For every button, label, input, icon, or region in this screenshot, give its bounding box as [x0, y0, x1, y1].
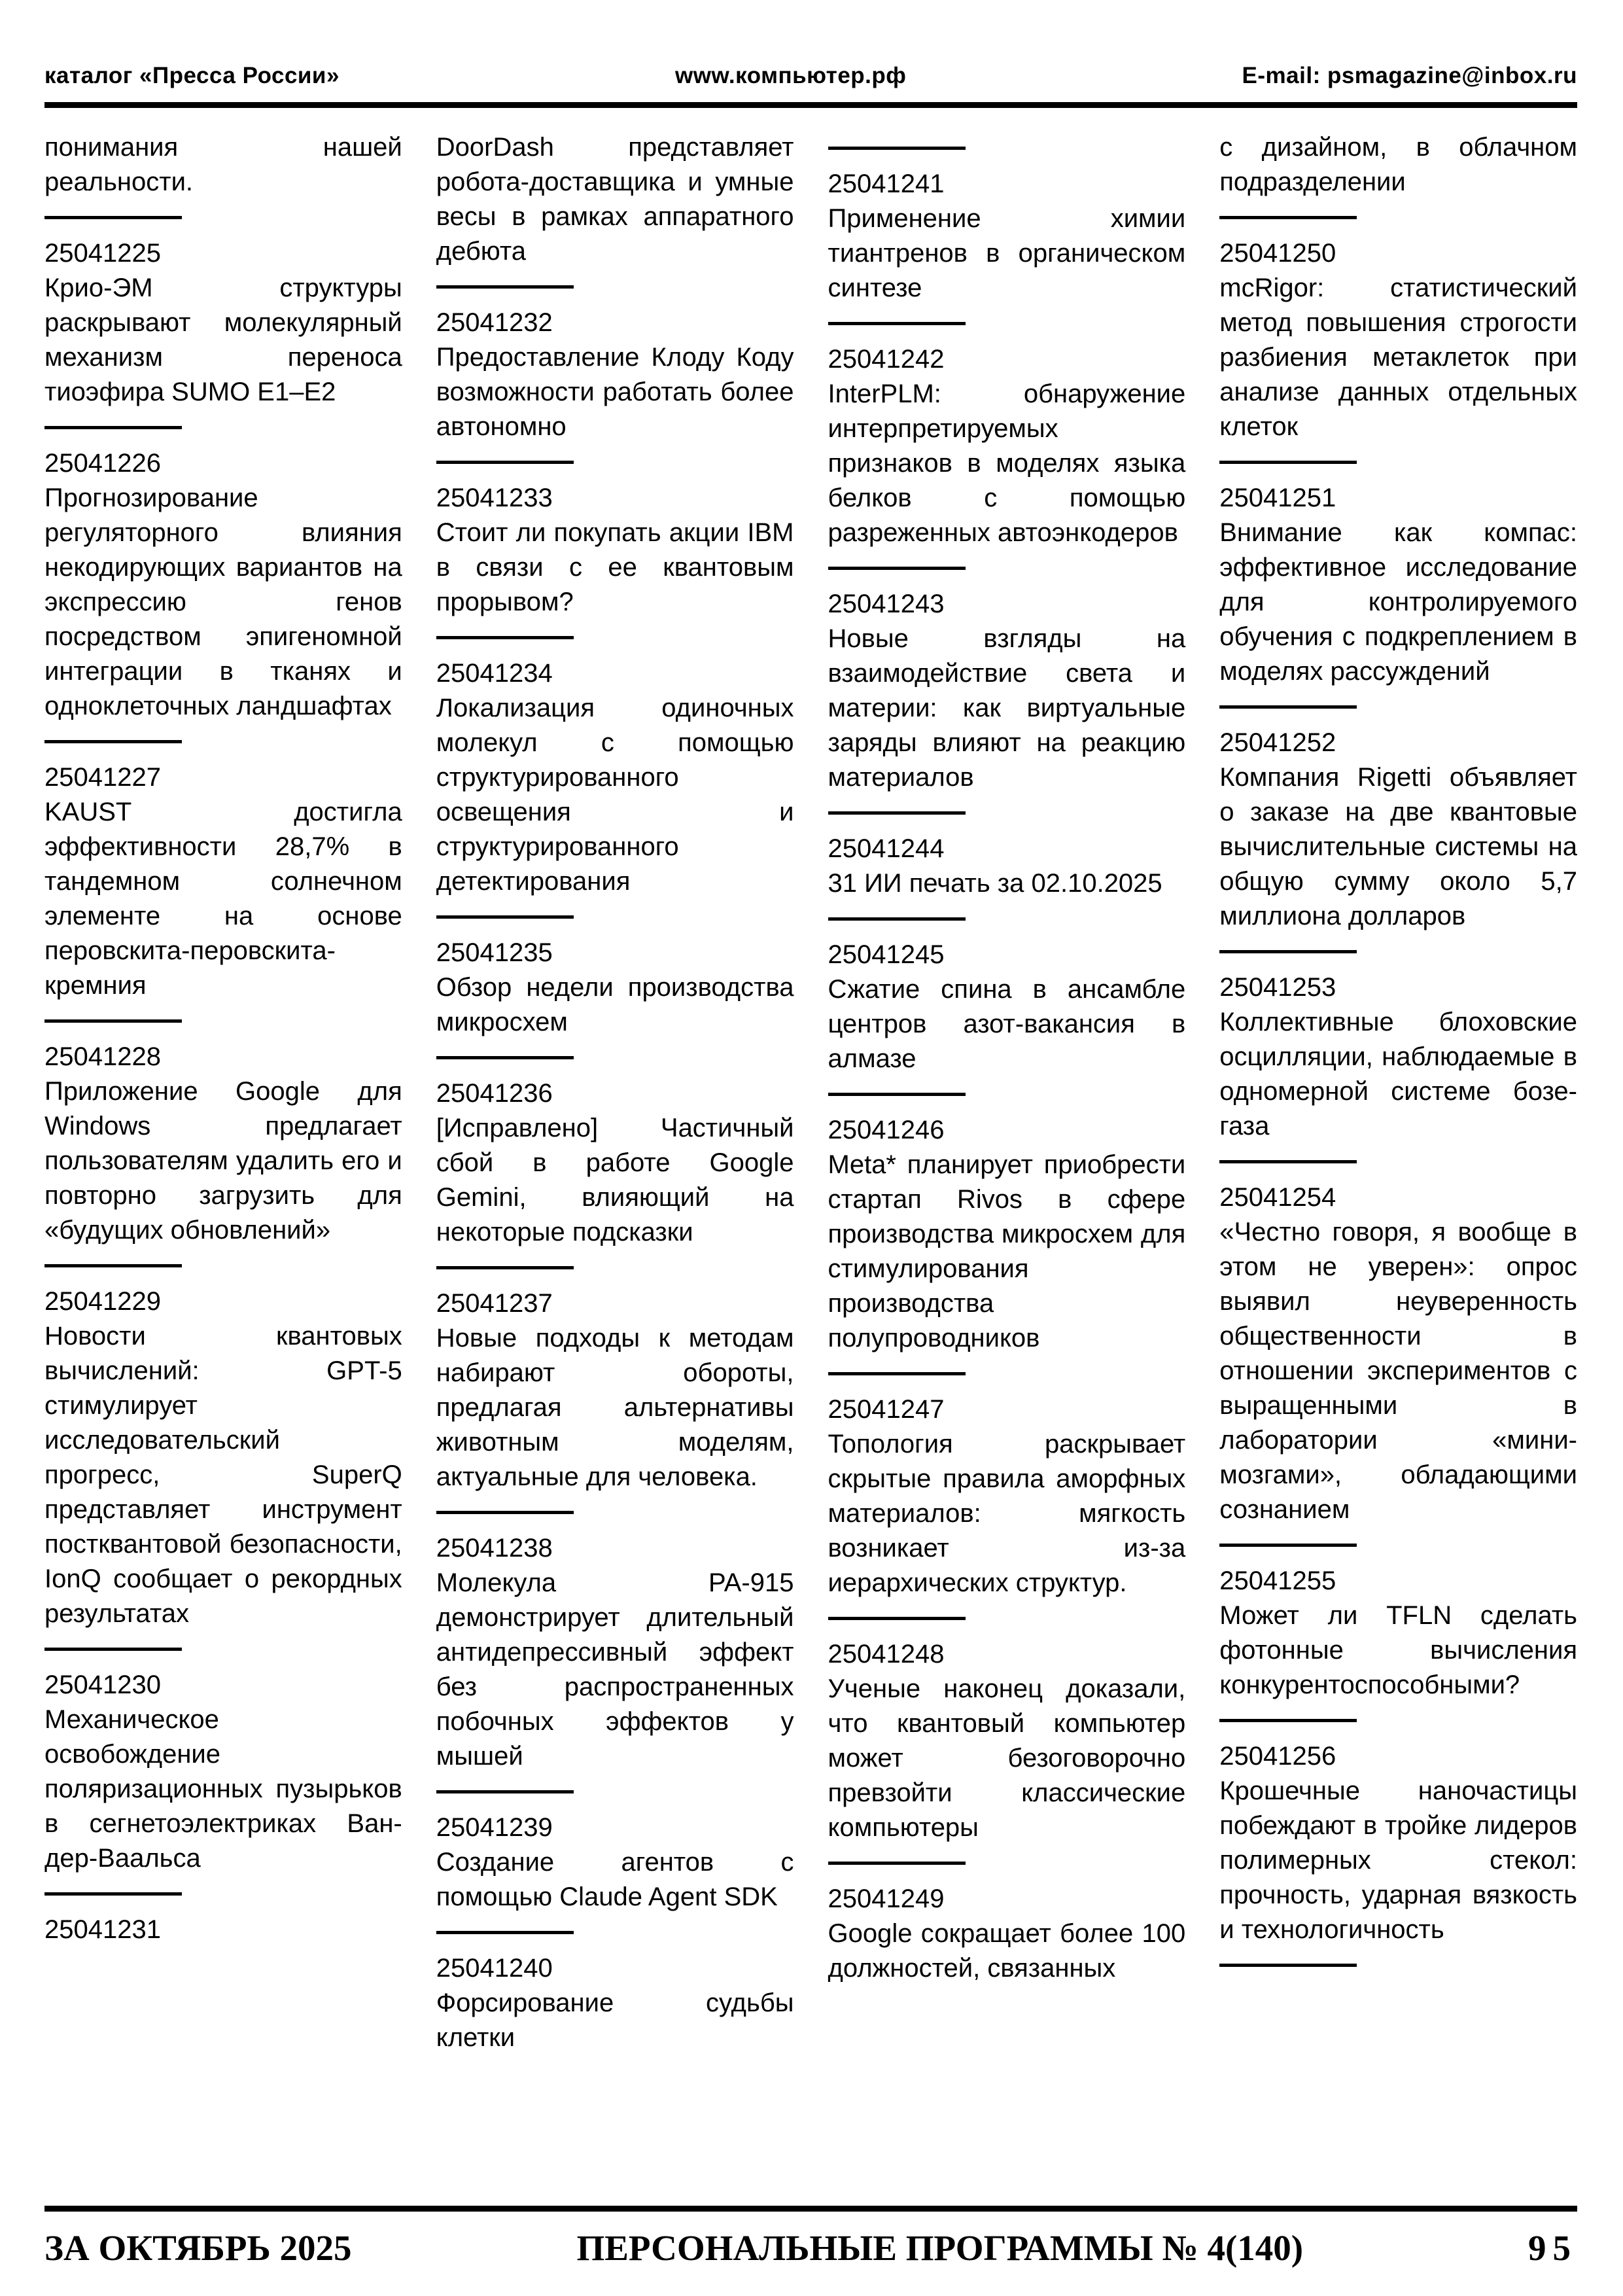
catalog-entry	[828, 938, 1186, 1076]
separator-rule	[828, 1617, 966, 1620]
catalog-entry	[44, 446, 402, 724]
entry-title: Молекула PA-915 демонстрирует длительный антидепрессивный эффект без распространенных побочных эффектов у мышей	[436, 1568, 794, 1771]
entry-number: 25041238	[436, 1534, 553, 1563]
separator-rule	[44, 216, 182, 219]
entry-title: Применение химии тиантренов в органическом синтезе	[828, 204, 1186, 302]
catalog-entry	[828, 1113, 1186, 1356]
separator-rule	[44, 740, 182, 743]
separator-rule	[436, 915, 574, 919]
entry-title: Прогнозирование регуляторного влияния некодирующих вариантов на экспрессию генов посредством эпигеномной интеграции в тканях и одноклеточных ландшафтах	[44, 484, 402, 720]
entry-number: 25041256	[1219, 1742, 1336, 1771]
entry-number: 25041244	[828, 834, 945, 863]
catalog-entry	[828, 167, 1186, 306]
entry-title: Крио-ЭМ структуры раскрывают молекулярный механизм переноса тиоэфира SUMO E1–E2	[44, 274, 402, 406]
page-header	[44, 63, 1577, 102]
entry-title: Может ли TFLN сделать фотонные вычисления конкурентоспособными?	[1219, 1601, 1577, 1699]
separator-rule	[436, 461, 574, 464]
separator-rule	[828, 1372, 966, 1375]
entry-title: Meta* планирует приобрести стартап Rivos в сфере производства микросхем для стимулирования производства полупроводников	[828, 1150, 1186, 1352]
separator-rule	[436, 1790, 574, 1793]
entry-number: 25041254	[1219, 1183, 1336, 1212]
entry-number: 25041251	[1219, 484, 1336, 512]
catalog-entry	[1219, 236, 1577, 444]
catalog-entry	[1219, 1739, 1577, 1947]
catalog-entry	[828, 1637, 1186, 1845]
column-2	[436, 130, 794, 2206]
separator-rule	[1219, 461, 1357, 464]
column-3	[828, 130, 1186, 2206]
entry-number: 25041245	[828, 940, 945, 969]
entry-text-continuation: с дизайном, в облачном подразделении	[1219, 133, 1577, 196]
entry-title: Новые подходы к методам набирают обороты, предлагая альтернативы животным моделям, актуальные для человека.	[436, 1324, 794, 1491]
entry-number: 25041233	[436, 484, 553, 512]
catalog-entry	[436, 1810, 794, 1915]
separator-rule	[44, 1019, 182, 1023]
separator-rule	[1219, 216, 1357, 219]
separator-rule	[44, 426, 182, 429]
catalog-entry	[436, 656, 794, 899]
catalog-entry	[436, 481, 794, 620]
entry-title: Стоит ли покупать акции IBM в связи с ее квантовым прорывом?	[436, 518, 794, 616]
catalog-entry	[828, 342, 1186, 550]
entry-text-continuation: DoorDash представляет робота-доставщика и умные весы в рамках аппаратного дебюта	[436, 133, 794, 266]
separator-rule	[828, 1093, 966, 1096]
entry-number: 25041228	[44, 1042, 161, 1071]
separator-rule	[1219, 1160, 1357, 1163]
entry-title: KAUST достигла эффективности 28,7% в тандемном солнечном элементе на основе перовскита-перовскита-кремния	[44, 798, 402, 1000]
entry-title: Механическое освобождение поляризационных пузырьков в сегнетоэлектриках Ван-дер-Ваальса	[44, 1705, 402, 1873]
catalog-entry	[436, 1531, 794, 1774]
entry-number: 25041255	[1219, 1566, 1336, 1595]
catalog-entry	[44, 1284, 402, 1631]
catalog-columns	[44, 108, 1577, 2206]
entry-title: Приложение Google для Windows предлагает пользователям удалить его и повторно загрузить для «будущих обновлений»	[44, 1077, 402, 1245]
entry-number: 25041229	[44, 1287, 161, 1316]
separator-rule	[828, 567, 966, 570]
entry-title: Новости квантовых вычислений: GPT-5 стимулирует исследовательский прогресс, SuperQ представляет инструмент постквантовой безопасности, IonQ сообщает о рекордных результатах	[44, 1322, 402, 1628]
separator-rule	[1219, 1719, 1357, 1722]
entry-title: Ученые наконец доказали, что квантовый компьютер может безоговорочно превзойти классические компьютеры	[828, 1674, 1186, 1842]
separator-rule	[436, 636, 574, 639]
entry-number: 25041247	[828, 1395, 945, 1424]
entry-number: 25041240	[436, 1954, 553, 1983]
catalog-entry	[44, 1040, 402, 1248]
catalog-entry	[436, 1951, 794, 2055]
entry-title: Локализация одиночных молекул с помощью структурированного освещения и структурированного детектирования	[436, 694, 794, 896]
entry-title: Коллективные блоховские осцилляции, наблюдаемые в одномерной системе бозе-газа	[1219, 1008, 1577, 1140]
separator-rule	[1219, 1544, 1357, 1547]
entry-number: 25041226	[44, 449, 161, 478]
entry-title: 31 ИИ печать за 02.10.2025	[828, 869, 1162, 898]
entry-number: 25041236	[436, 1079, 553, 1108]
separator-rule	[436, 1056, 574, 1059]
separator-rule	[828, 147, 966, 150]
catalog-entry	[44, 236, 402, 410]
entry-title: mcRigor: статистический метод повышения строгости разбиения метаклеток при анализе данных отдельных клеток	[1219, 274, 1577, 441]
page-footer	[44, 2212, 1577, 2269]
catalog-entry	[436, 1286, 794, 1494]
entry-number: 25041230	[44, 1670, 161, 1699]
separator-rule	[1219, 1964, 1357, 1967]
catalog-entry	[1219, 1564, 1577, 1703]
entry-number: 25041227	[44, 763, 161, 792]
header-website: www.компьютер.рф	[675, 63, 907, 88]
footer-issue-period: ЗА ОКТЯБРЬ 2025	[44, 2228, 352, 2268]
separator-rule	[1219, 705, 1357, 709]
separator-rule	[1219, 950, 1357, 953]
column-4	[1219, 130, 1577, 2206]
entry-title: «Честно говоря, я вообще в этом не уверен»: опрос выявил неуверенность общественности в отношении экспериментов с выращенными в лаборатории «мини-мозгами», обладающими сознанием	[1219, 1218, 1577, 1524]
catalog-entry	[828, 1392, 1186, 1600]
catalog-entry	[828, 832, 1186, 901]
entry-number: 25041235	[436, 938, 553, 967]
footer-rule	[44, 2206, 1577, 2212]
entry-number: 25041248	[828, 1640, 945, 1669]
separator-rule	[44, 1264, 182, 1267]
entry-number: 25041234	[436, 659, 553, 688]
entry-number: 25041239	[436, 1813, 553, 1842]
separator-rule	[828, 811, 966, 815]
separator-rule	[828, 917, 966, 921]
catalog-entry	[828, 1882, 1186, 1986]
catalog-entry	[828, 587, 1186, 795]
entry-number: 25041252	[1219, 728, 1336, 757]
separator-rule	[828, 322, 966, 325]
entry-number: 25041242	[828, 345, 945, 374]
entry-number: 25041249	[828, 1884, 945, 1913]
entry-number: 25041243	[828, 590, 945, 618]
separator-rule	[436, 1266, 574, 1269]
entry-title: Создание агентов с помощью Claude Agent SDK	[436, 1848, 794, 1911]
entry-title: Топология раскрывает скрытые правила аморфных материалов: мягкость возникает из-за иерархических структур.	[828, 1430, 1186, 1597]
separator-rule	[44, 1892, 182, 1896]
entry-number: 25041253	[1219, 973, 1336, 1002]
catalog-entry	[436, 936, 794, 1040]
entry-number: 25041246	[828, 1116, 945, 1144]
entry-title: InterPLM: обнаружение интерпретируемых признаков в моделях языка белков с помощью разреженных автоэнкодеров	[828, 380, 1186, 547]
entry-number: 25041250	[1219, 239, 1336, 268]
entry-number: 25041232	[436, 308, 553, 337]
catalog-entry	[44, 1668, 402, 1876]
catalog-entry	[1219, 481, 1577, 689]
catalog-entry	[44, 1913, 402, 1947]
catalog-entry	[436, 1076, 794, 1250]
entry-title: Форсирование судьбы клетки	[436, 1988, 794, 2052]
entry-text-continuation: понимания нашей реальности.	[44, 133, 402, 196]
entry-title: Новые взгляды на взаимодействие света и материи: как виртуальные заряды влияют на реакцию материалов	[828, 624, 1186, 792]
separator-rule	[436, 1511, 574, 1514]
entry-title: Крошечные наночастицы побеждают в тройке лидеров полимерных стекол: прочность, ударная вязкость и технологичность	[1219, 1776, 1577, 1944]
entry-title: [Исправлено] Частичный сбой в работе Google Gemini, влияющий на некоторые подсказки	[436, 1114, 794, 1246]
footer-publication-title: ПЕРСОНАЛЬНЫЕ ПРОГРАММЫ № 4(140)	[576, 2228, 1304, 2268]
entry-number: 25041231	[44, 1915, 161, 1944]
catalog-entry	[1219, 1180, 1577, 1527]
catalog-entry	[436, 306, 794, 444]
entry-title: Предоставление Клоду Коду возможности работать более автономно	[436, 343, 794, 441]
footer-page-number: 95	[1528, 2228, 1577, 2268]
column-1	[44, 130, 402, 2206]
entry-title: Google сокращает более 100 должностей, связанных	[828, 1919, 1186, 1983]
separator-rule	[436, 1931, 574, 1934]
entry-number: 25041241	[828, 169, 945, 198]
entry-title: Обзор недели производства микросхем	[436, 973, 794, 1036]
separator-rule	[828, 1862, 966, 1865]
entry-number: 25041225	[44, 239, 161, 268]
separator-rule	[436, 285, 574, 289]
catalog-entry	[1219, 970, 1577, 1144]
catalog-entry	[1219, 726, 1577, 934]
catalog-entry	[44, 760, 402, 1003]
header-rule	[44, 102, 1577, 108]
header-email: E-mail: psmagazine@inbox.ru	[1242, 63, 1577, 88]
entry-title: Сжатие спина в ансамбле центров азот-вакансия в алмазе	[828, 975, 1186, 1073]
entry-title: Компания Rigetti объявляет о заказе на две квантовые вычислительные системы на общую сумму около 5,7 миллиона долларов	[1219, 763, 1577, 930]
header-catalog-title: каталог «Пресса России»	[44, 63, 340, 88]
entry-title: Внимание как компас: эффективное исследование для контролируемого обучения с подкреплением в моделях рассуждений	[1219, 518, 1577, 686]
separator-rule	[44, 1648, 182, 1651]
entry-number: 25041237	[436, 1289, 553, 1318]
